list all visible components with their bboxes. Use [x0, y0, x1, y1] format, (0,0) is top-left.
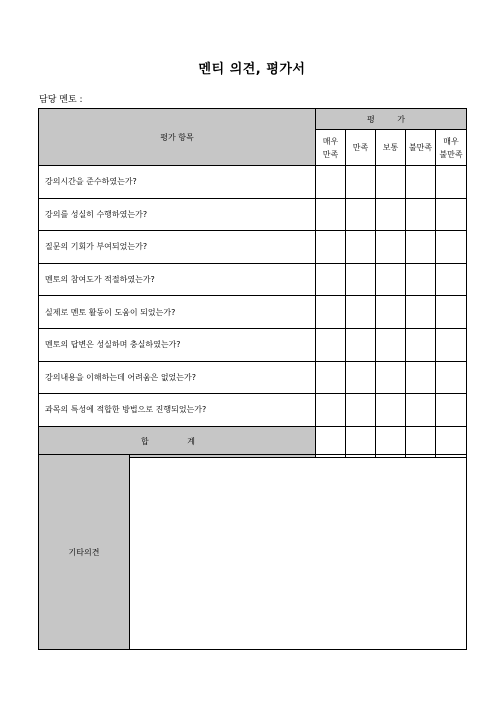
rating-cell[interactable] [316, 296, 346, 329]
rating-cell[interactable] [376, 394, 406, 427]
question-row [39, 263, 467, 296]
total-cell[interactable] [376, 426, 406, 457]
question-text: 질문의 기회가 부여되었는가? [39, 231, 316, 264]
header-level-satisfied: 만족 [346, 130, 376, 166]
rating-cell[interactable] [436, 394, 467, 427]
rating-cell[interactable] [346, 263, 376, 296]
question-text: 강의시간을 준수하였는가? [39, 166, 316, 199]
rating-cell[interactable] [376, 198, 406, 231]
rating-cell[interactable] [376, 296, 406, 329]
rating-cell[interactable] [436, 328, 467, 361]
rating-cell[interactable] [406, 198, 436, 231]
rating-cell[interactable] [436, 231, 467, 264]
question-row [39, 328, 467, 361]
rating-cell[interactable] [406, 231, 436, 264]
rating-cell[interactable] [406, 263, 436, 296]
rating-cell[interactable] [376, 328, 406, 361]
header-eval: 평 가 [316, 109, 467, 130]
rating-cell[interactable] [376, 263, 406, 296]
header-level-very-dissatisfied: 매우 불만족 [436, 130, 467, 166]
question-text: 강의를 성실히 수행하였는가? [39, 198, 316, 231]
rating-cell[interactable] [406, 166, 436, 199]
rating-cell[interactable] [346, 394, 376, 427]
document-title: 멘티 의견, 평가서 [198, 62, 306, 77]
rating-cell[interactable] [436, 296, 467, 329]
rating-cell[interactable] [346, 231, 376, 264]
rating-cell[interactable] [436, 166, 467, 199]
question-row [39, 361, 467, 394]
header-eval-item: 평가 항목 [39, 109, 316, 166]
rating-cell[interactable] [406, 394, 436, 427]
rating-cell[interactable] [316, 231, 346, 264]
rating-cell[interactable] [406, 361, 436, 394]
question-text: 강의내용을 이해하는데 어려움은 없었는가? [39, 361, 316, 394]
rating-cell[interactable] [346, 328, 376, 361]
total-label: 합 계 [39, 426, 316, 457]
rating-cell[interactable] [316, 361, 346, 394]
rating-cell[interactable] [346, 296, 376, 329]
rating-cell[interactable] [346, 361, 376, 394]
rating-cell[interactable] [376, 166, 406, 199]
rating-cell[interactable] [406, 328, 436, 361]
question-row [39, 394, 467, 427]
mentor-label: 담당 멘토 : [39, 95, 83, 105]
other-opinions-table [38, 454, 467, 650]
total-cell[interactable] [406, 426, 436, 457]
total-cell[interactable] [316, 426, 346, 457]
question-text: 과목의 특성에 적합한 방법으로 진행되었는가? [39, 394, 316, 427]
question-text: 멘토의 참여도가 적절하였는가? [39, 263, 316, 296]
rating-cell[interactable] [376, 231, 406, 264]
rating-cell[interactable] [436, 198, 467, 231]
question-text: 실제로 멘토 활동이 도움이 되었는가? [39, 296, 316, 329]
rating-cell[interactable] [316, 394, 346, 427]
question-row [39, 166, 467, 199]
rating-cell[interactable] [436, 263, 467, 296]
rating-cell[interactable] [406, 296, 436, 329]
rating-cell[interactable] [436, 361, 467, 394]
question-row [39, 231, 467, 264]
rating-cell[interactable] [316, 328, 346, 361]
rating-cell[interactable] [346, 198, 376, 231]
header-level-dissatisfied: 불만족 [406, 130, 436, 166]
other-opinions-label: 기타의견 [39, 455, 130, 650]
header-level-neutral: 보통 [376, 130, 406, 166]
rating-cell[interactable] [346, 166, 376, 199]
other-opinions-field[interactable] [130, 455, 467, 650]
total-cell[interactable] [346, 426, 376, 457]
rating-cell[interactable] [316, 166, 346, 199]
rating-cell[interactable] [376, 361, 406, 394]
question-text: 멘토의 답변은 성실하며 충실하였는가? [39, 328, 316, 361]
question-row [39, 198, 467, 231]
rating-cell[interactable] [316, 263, 346, 296]
question-rows [39, 166, 467, 427]
total-cell[interactable] [436, 426, 467, 457]
evaluation-table [38, 108, 467, 458]
question-row [39, 296, 467, 329]
rating-cell[interactable] [316, 198, 346, 231]
header-level-very-satisfied: 매우 만족 [316, 130, 346, 166]
